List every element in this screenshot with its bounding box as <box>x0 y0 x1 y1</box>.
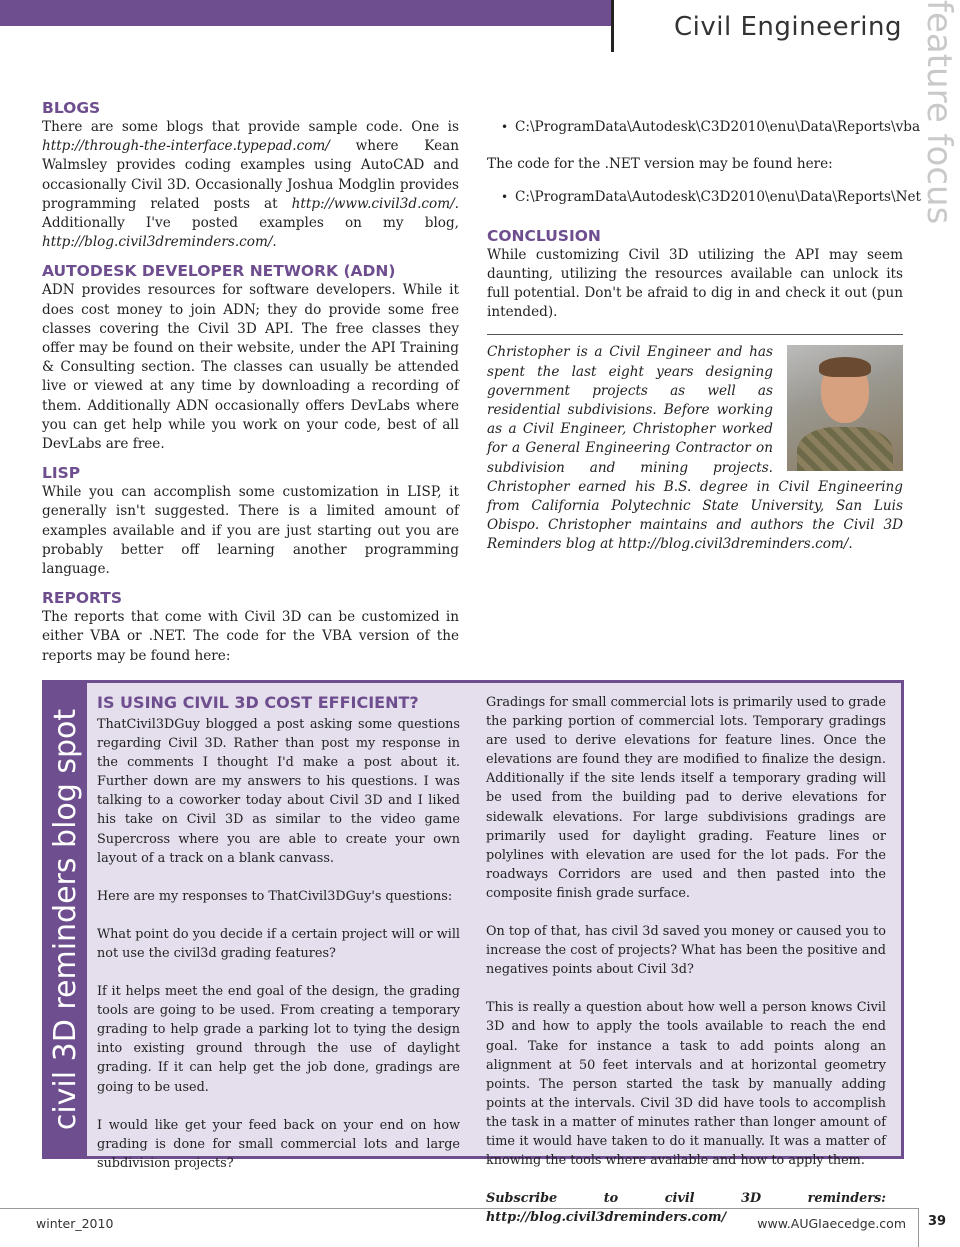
author-photo <box>787 345 903 471</box>
adn-text: ADN provides resources for software developers. While it does cost money to join ADN; they do provide some free classes covering the Civil 3D API. The free classes they offer may be found on their website, under the API Training & Consulting section. The classes can usually be attended live or viewed at any time by downloading a recording of them. Additionally ADN occasionally offers DevLabs where you can get help while you work on your code, best of all DevLabs are free. <box>42 282 459 453</box>
footer-site[interactable]: www.AUGIaecedge.com <box>757 1216 906 1231</box>
blog-paragraph: ThatCivil3DGuy blogged a post asking some questions regarding Civil 3D. Rather than post my response in the comments I thought I'd make a post about it. Further down are my answers to his questions. I was talking to a coworker today about Civil 3D and I liked his take on Civil 3D as similar to the video game Supercross where you are able to create your own layout of a track on a blank canvass. <box>97 717 460 866</box>
blog-paragraph: What point do you decide if a certain project will or will not use the civil3d grading features? <box>97 926 460 961</box>
blogs-text: There are some blogs that provide sample code. One is http://through-the-interface.typepad.com/ where Kean Walmsley provides coding examples using AutoCAD and occasionally Civil 3D. Occasionally Joshua Modglin provides programming related posts at http://www.civil3d.com/. Additionally I've posted examples on my blog, http://blog.civil3dreminders.com/. <box>42 119 459 251</box>
net-path: • C:\ProgramData\Autodesk\C3D2010\enu\Data\Reports\Net <box>501 188 903 207</box>
footer-divider <box>918 1208 919 1247</box>
side-label-text: feature focus <box>919 0 959 225</box>
author-photo-hair <box>819 357 871 377</box>
header-bar <box>0 0 612 26</box>
vba-path-list <box>501 118 921 137</box>
bio-divider <box>487 334 903 335</box>
blog-paragraph: This is really a question about how well a person knows Civil 3D and how to apply the tools available to reach the end goal. Take for instance a task to add points along an alignment at 50 feet intervals and at horizontal geometry points. The person started the task by manually adding points at the intervals. Civil 3D did have tools to accomplish the task in a matter of minutes rather than longer amount of time it would have taken to do it manually. It was a matter of knowing the tools where available and how to apply them. <box>486 1000 886 1169</box>
lisp-text: While you can accomplish some customization in LISP, it generally isn't suggested. There is a limited amount of examples available and if you are just starting out you are probably better off learning another programming language. <box>42 484 459 578</box>
vba-path: • C:\ProgramData\Autodesk\C3D2010\enu\Data\Reports\vba <box>501 118 903 137</box>
blog-paragraph: On top of that, has civil 3d saved you money or caused you to increase the cost of projects? What has been the positive and negatives points about Civil 3d? <box>486 924 886 978</box>
blog-paragraph: If it helps meet the end goal of the design, the grading tools are going to be used. From creating a temporary grading to help grade a parking lot to tying the design into existing ground through the use of daylight grading. If it can help get the job done, gradings are going to be used. <box>97 984 460 1095</box>
lisp-heading: LISP <box>42 464 81 483</box>
left-column <box>42 98 459 666</box>
page-number: 39 <box>928 1214 947 1229</box>
blog-spot-tab <box>45 683 87 1156</box>
reports-text: The reports that come with Civil 3D can be customized in either VBA or .NET. The code for the VBA version of the reports may be found here: <box>42 609 459 664</box>
blog-link-civil3dreminders[interactable]: http://blog.civil3dreminders.com/ <box>42 234 273 251</box>
blog-paragraph: I would like get your feed back on your end on how grading is done for small commercial lots and large subdivision projects? <box>97 1117 460 1171</box>
net-path-list <box>501 188 921 207</box>
blog-spot-tab-label: civil 3D reminders blog spot <box>48 708 83 1131</box>
footer-issue: winter_2010 <box>36 1216 114 1231</box>
right-column <box>487 118 921 555</box>
blog-link-through-the-interface[interactable]: http://through-the-interface.typepad.com/ <box>42 138 330 155</box>
net-intro: The code for the .NET version may be found here: <box>487 156 833 173</box>
blog-title: IS USING CIVIL 3D COST EFFICIENT? <box>97 693 419 712</box>
blog-link-civil3d[interactable]: http://www.civil3d.com/ <box>291 195 455 212</box>
reports-heading: REPORTS <box>42 589 123 608</box>
blog-paragraph: Gradings for small commercial lots is primarily used to grade the parking portion of commercial lots. Temporary gradings are used to derive elevations for feature lines. Once the elevations are found they are modified to finalize the design. Additionally if the site lends itself a temporary grading will be used from the building pad to derive elevations for sidewalk elevations. For large subdivisions gradings are primarily used for daylight grading. Feature lines or polylines with elevation are used for the lot pads. For the roadways Corridors are used and then pasted into the composite finish grade surface. <box>486 695 886 901</box>
conclusion-heading: CONCLUSION <box>487 226 601 245</box>
author-bio-text: Christopher is a Civil Engineer and has spent the last eight years designing government projects as well as residential subdivisions. Before working as a Civil Engineer, Christopher worked for a General Engineering Contractor on subdivision and mining projects. Christopher earned his B.S. degree in Civil Engineering from California Polytechnic State University, San Luis Obispo. Christopher maintains and authors the Civil 3D Reminders blog at http://blog.civil3dreminders.com/. <box>487 344 903 553</box>
section-title: Civil Engineering <box>674 12 902 42</box>
blog-left-column <box>97 693 460 1192</box>
author-bio <box>487 343 903 554</box>
blog-paragraph: Here are my responses to ThatCivil3DGuy's questions: <box>97 888 453 904</box>
blogs-heading: BLOGS <box>42 99 101 117</box>
blog-right-column <box>486 693 886 1246</box>
subscribe-link[interactable]: Subscribe to civil 3D reminders: http://blog.civil3dreminders.com/ <box>486 1191 886 1226</box>
header-divider <box>611 0 614 52</box>
footer-rule <box>0 1208 918 1209</box>
conclusion-text: While customizing Civil 3D utilizing the API may seem daunting, utilizing the resources available can unlock its full potential. Don't be afraid to dig in and check it out (pun intended). <box>487 246 903 321</box>
author-photo-shirt <box>797 427 893 471</box>
adn-heading: AUTODESK DEVELOPER NETWORK (ADN) <box>42 262 396 281</box>
side-label <box>918 0 960 270</box>
